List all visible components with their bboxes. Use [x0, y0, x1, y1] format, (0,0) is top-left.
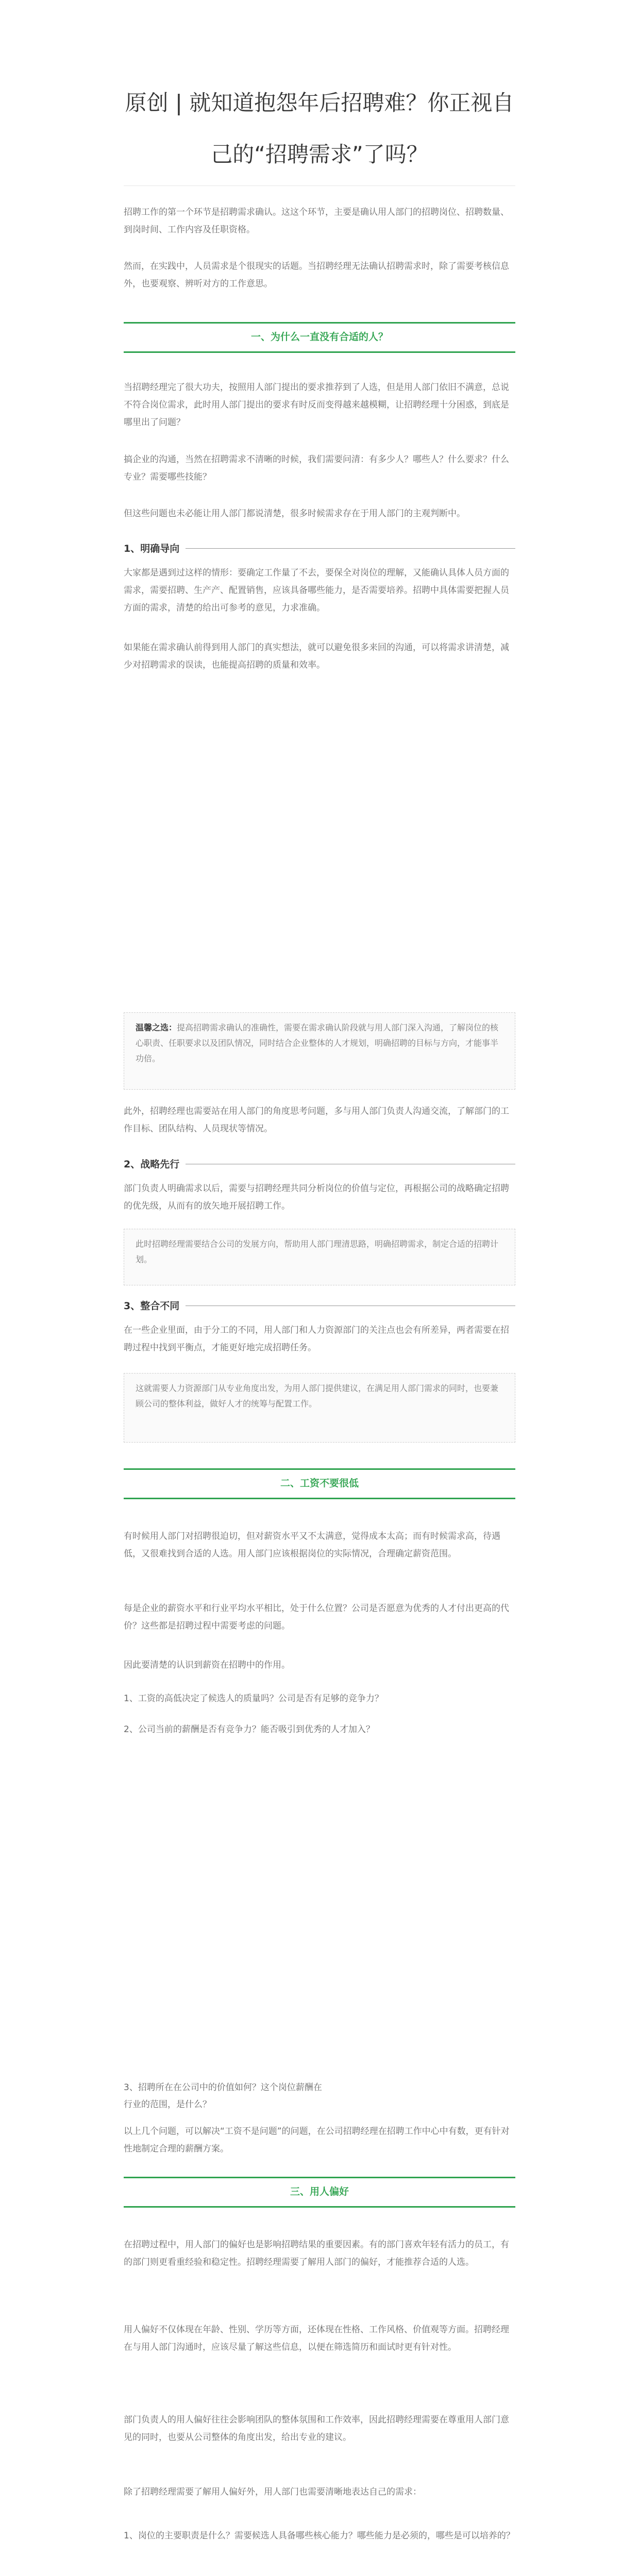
intro-paragraph: 招聘工作的第一个环节是招聘需求确认。这这个环节，主要是确认用人部门的招聘岗位、招聘数量、到岗时间、工作内容及任职资格。 [124, 207, 509, 235]
subsection-heading [124, 1157, 515, 1171]
note-box [124, 1373, 515, 1443]
article-title: 原创 | 就知道抱怨年后招聘难？你正视自己的“招聘需求”了吗？ [125, 90, 514, 167]
section-heading [124, 2177, 515, 2208]
subsection-title: 2、战略先行 [124, 1159, 180, 1170]
section-paragraph: 搞企业的沟通，当然在招聘需求不清晰的时候，我们需要问清：有多少人？哪些人？什么要求？什么专业？需要哪些技能？ [124, 454, 509, 482]
section-paragraph: 部门负责人的用人偏好往往会影响团队的整体氛围和工作效率，因此招聘经理需要在尊重用人部门意见的同时，也要从公司整体的角度出发，给出专业的建议。 [124, 2415, 509, 2443]
note-box [124, 1229, 515, 1285]
subsection-title: 1、明确导向 [124, 543, 180, 554]
image-placeholder [124, 701, 515, 999]
subsection-heading [124, 541, 515, 555]
section-heading [124, 1468, 515, 1499]
image-placeholder [124, 1762, 515, 2061]
section-paragraph: 有时候用人部门对招聘很迫切，但对薪资水平又不太满意，觉得成本太高；而有时候需求高，待遇低，又很难找到合适的人选。用人部门应该根据岗位的实际情况，合理确定薪资范围。 [124, 1531, 500, 1559]
subsection-paragraph: 在一些企业里面，由于分工的不同，用人部门和人力资源部门的关注点也会有所差异，两者需要在招聘过程中找到平衡点，才能更好地完成招聘任务。 [124, 1325, 509, 1353]
point-item: 3、招聘所在在公司中的价值如何？这个岗位薪酬在 [124, 2082, 322, 2093]
section-paragraph: 每是企业的薪资水平和行业平均水平相比，处于什么位置？公司是否愿意为优秀的人才付出更高的代价？这些都是招聘过程中需要考虑的问题。 [124, 1603, 509, 1631]
note-text: 此时招聘经理需要结合公司的发展方向，帮助用人部门理清思路，明确招聘需求，制定合适的招聘计划。 [136, 1239, 499, 1264]
subsection-paragraph: 如果能在需求确认前得到用人部门的真实想法，就可以避免很多来回的沟通，可以将需求讲清楚，减少对招聘需求的误读，也能提高招聘的质量和效率。 [124, 642, 509, 670]
note-label: 温馨之选： [136, 1023, 177, 1032]
section-title: 一、为什么一直没有合适的人？ [250, 331, 388, 343]
intro-paragraph: 然而，在实践中，人员需求是个很现实的话题。当招聘经理无法确认招聘需求时，除了需要考核信息外，也要观察、辨听对方的工作意思。 [124, 261, 509, 289]
section-heading [124, 322, 515, 353]
section-paragraph: 因此要清楚的认识到薪资在招聘中的作用。 [124, 1660, 290, 1670]
section-paragraph: 在招聘过程中，用人部门的偏好也是影响招聘结果的重要因素。有的部门喜欢年轻有活力的员工，有的部门则更看重经验和稳定性。招聘经理需要了解用人部门的偏好，才能推荐合适的人选。 [124, 2240, 509, 2267]
section-paragraph: 当招聘经理完了很大功夫，按照用人部门提出的要求推荐到了人选，但是用人部门依旧不满意，总说不符合岗位需求，此时用人部门提出的要求有时反而变得越来越模糊，让招聘经理十分困惑，到底是哪里出了问题？ [124, 382, 509, 428]
section-paragraph: 用人偏好不仅体现在年龄、性别、学历等方面，还体现在性格、工作风格、价值观等方面。招聘经理在与用人部门沟通时，应该尽量了解这些信息，以便在筛选简历和面试时更有针对性。 [124, 2325, 509, 2352]
point-item: 2、公司当前的薪酬是否有竞争力？能否吸引到优秀的人才加入？ [124, 1724, 375, 1735]
point-item: 1、岗位的主要职责是什么？需要候选人具备哪些核心能力？哪些能力是必须的，哪些是可以培养的？ [124, 2531, 515, 2541]
note-box [124, 1012, 515, 1090]
subsection-title: 3、整合不同 [124, 1300, 180, 1312]
section-paragraph: 除了招聘经理需要了解用人偏好外，用人部门也需要清晰地表达自己的需求： [124, 2487, 422, 2497]
point-item: 1、工资的高低决定了候选人的质量吗？公司是否有足够的竞争力？ [124, 1693, 383, 1704]
subsection-paragraph: 部门负责人明确需求以后，需要与招聘经理共同分析岗位的价值与定位，再根据公司的战略确定招聘的优先级，从而有的放矢地开展招聘工作。 [124, 1183, 509, 1211]
section-title: 二、工资不要很低 [280, 1478, 359, 1489]
section-title: 三、用人偏好 [290, 2186, 349, 2197]
note-text: 这就需要人力资源部门从专业角度出发，为用人部门提供建议，在满足用人部门需求的同时，也要兼顾公司的整体利益，做好人才的统筹与配置工作。 [136, 1383, 499, 1409]
section-paragraph: 以上几个问题，可以解决“工资不是问题”的问题，在公司招聘经理在招聘工作中心中有数，更有针对性地制定合理的薪酬方案。 [124, 2126, 510, 2154]
point-item: 行业的范围，是什么？ [124, 2099, 211, 2110]
title-divider [124, 185, 515, 186]
subsection-heading [124, 1298, 515, 1312]
section-paragraph: 但这些问题也未必能让用人部门都说清楚，很多时候需求存在于用人部门的主观判断中。 [124, 509, 465, 519]
section-paragraph: 此外，招聘经理也需要站在用人部门的角度思考问题，多与用人部门负责人沟通交流，了解部门的工作目标、团队结构、人员现状等情况。 [124, 1106, 509, 1134]
subsection-paragraph: 大家都是遇到过这样的情形：要确定工作量了不去，要保全对岗位的理解，又能确认具体人员方面的需求，需要招聘、生产产、配置销售，应该具备哪些能力，是否需要培养。招聘中具体需要把握人员方面的需求，清楚的给出可参考的意见，力求准确。 [124, 568, 509, 613]
note-text: 提高招聘需求确认的准确性，需要在需求确认阶段就与用人部门深入沟通，了解岗位的核心职责、任职要求以及团队情况，同时结合企业整体的人才规划，明确招聘的目标与方向，才能事半功倍。 [136, 1023, 499, 1063]
